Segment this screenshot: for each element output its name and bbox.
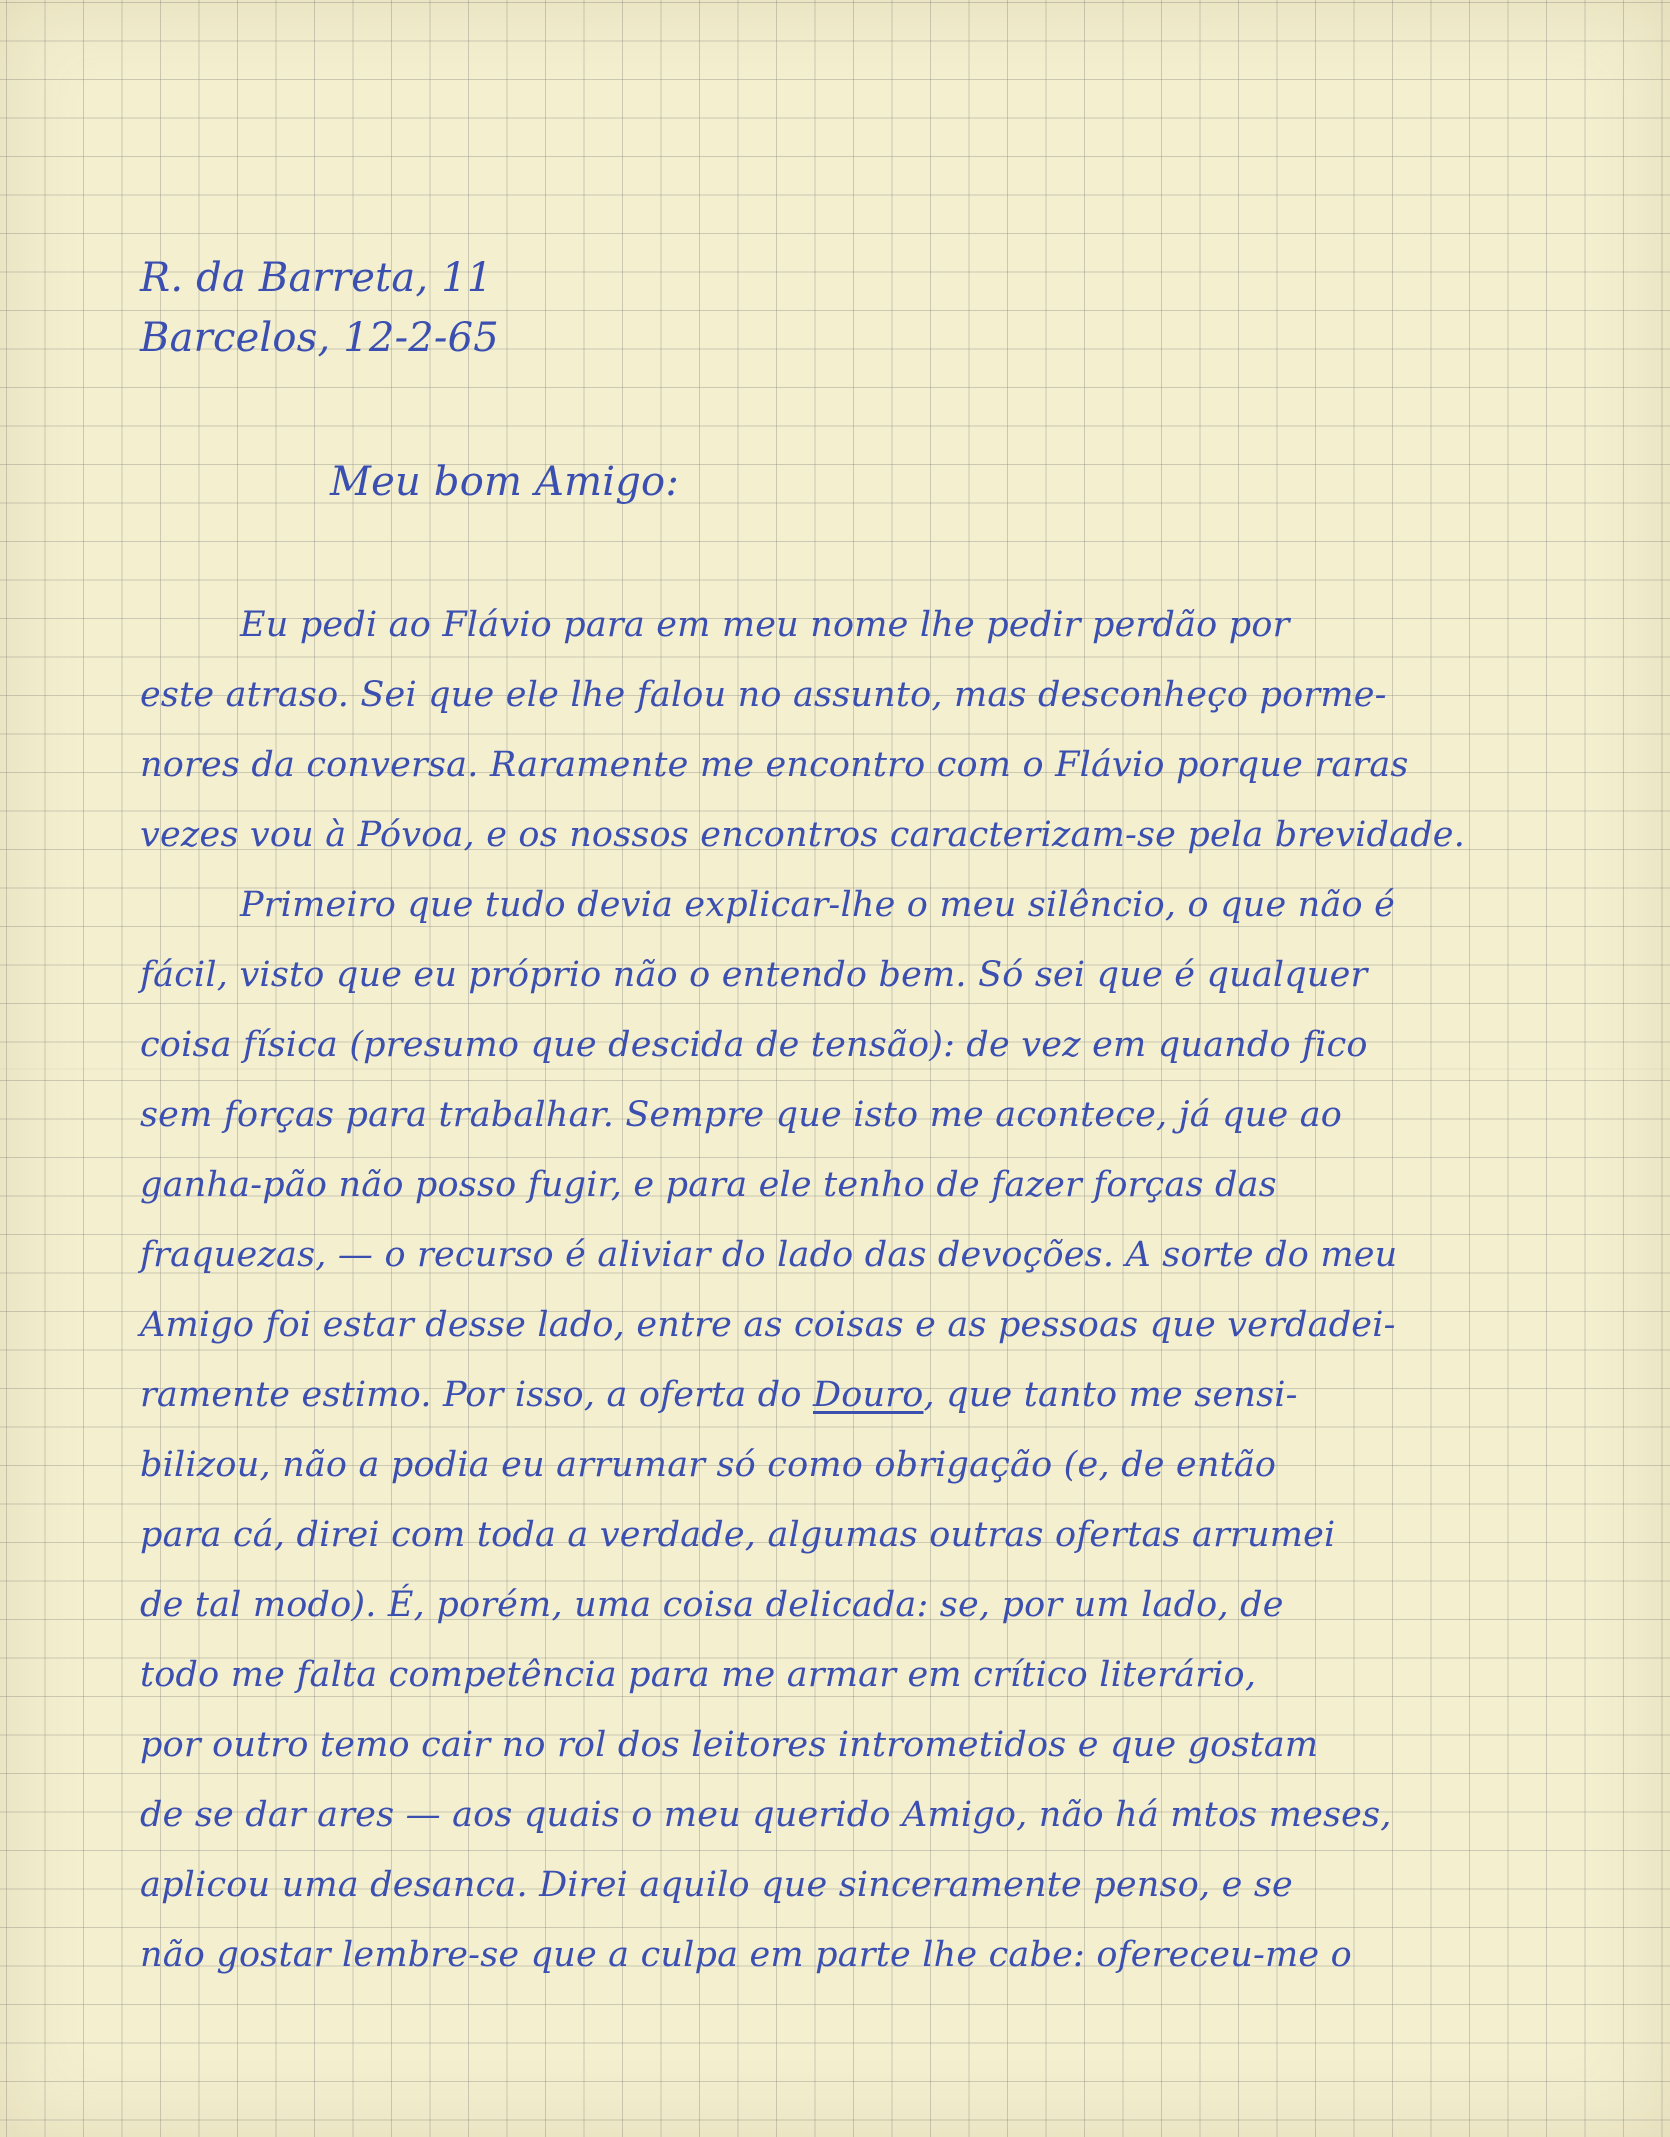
letter-line-18: de se dar ares — aos quais o meu querido Amigo, não há mtos meses, bbox=[140, 1795, 1392, 1835]
letter-line-9: ganha-pão não posso fugir, e para ele tenho de fazer forças das bbox=[140, 1165, 1277, 1205]
paper-fold-crease bbox=[0, 1068, 1670, 1070]
letter-line-6: fácil, visto que eu próprio não o entendo bem. Só sei que é qualquer bbox=[140, 955, 1368, 995]
letter-line-2: este atraso. Sei que ele lhe falou no assunto, mas desconheço porme- bbox=[140, 675, 1387, 715]
letter-line-12-end: , que tanto me sensi- bbox=[923, 1375, 1298, 1415]
letter-line-11: Amigo foi estar desse lado, entre as coisas e as pessoas que verdadei- bbox=[140, 1305, 1396, 1345]
letter-line-3: nores da conversa. Raramente me encontro com o Flávio porque raras bbox=[140, 745, 1409, 785]
letter-line-16: todo me falta competência para me armar em crítico literário, bbox=[140, 1655, 1257, 1695]
letter-line-13: bilizou, não a podia eu arrumar só como obrigação (e, de então bbox=[140, 1445, 1277, 1485]
salutation: Meu bom Amigo: bbox=[330, 459, 680, 505]
letter-line-14: para cá, direi com toda a verdade, algumas outras ofertas arrumei bbox=[140, 1515, 1336, 1555]
letter-line-10: fraquezas, — o recurso é aliviar do lado das devoções. A sorte do meu bbox=[140, 1235, 1398, 1275]
letter-line-17: por outro temo cair no rol dos leitores intrometidos e que gostam bbox=[140, 1725, 1319, 1765]
letter-line-7: coisa física (presumo que descida de tensão): de vez em quando fico bbox=[140, 1025, 1368, 1065]
letter-line-5: Primeiro que tudo devia explicar-lhe o meu silêncio, o que não é bbox=[240, 885, 1395, 925]
letter-line-19: aplicou uma desanca. Direi aquilo que sinceramente penso, e se bbox=[140, 1865, 1293, 1905]
address-street: R. da Barreta, 11 bbox=[140, 255, 493, 301]
letter-line-12 bbox=[140, 1375, 1298, 1415]
letter-line-1: Eu pedi ao Flávio para em meu nome lhe pedir perdão por bbox=[240, 605, 1290, 645]
address-place-date: Barcelos, 12-2-65 bbox=[140, 315, 499, 361]
letter-line-20: não gostar lembre-se que a culpa em parte lhe cabe: ofereceu-me o bbox=[140, 1935, 1352, 1975]
book-title-douro: Douro bbox=[813, 1375, 924, 1415]
letter-line-15: de tal modo). É, porém, uma coisa delicada: se, por um lado, de bbox=[140, 1585, 1284, 1625]
letter-line-8: sem forças para trabalhar. Sempre que isto me acontece, já que ao bbox=[140, 1095, 1343, 1135]
letter-line-4: vezes vou à Póvoa, e os nossos encontros caracterizam-se pela brevidade. bbox=[140, 815, 1466, 855]
letter-line-12-start: ramente estimo. Por isso, a oferta do bbox=[140, 1375, 813, 1415]
